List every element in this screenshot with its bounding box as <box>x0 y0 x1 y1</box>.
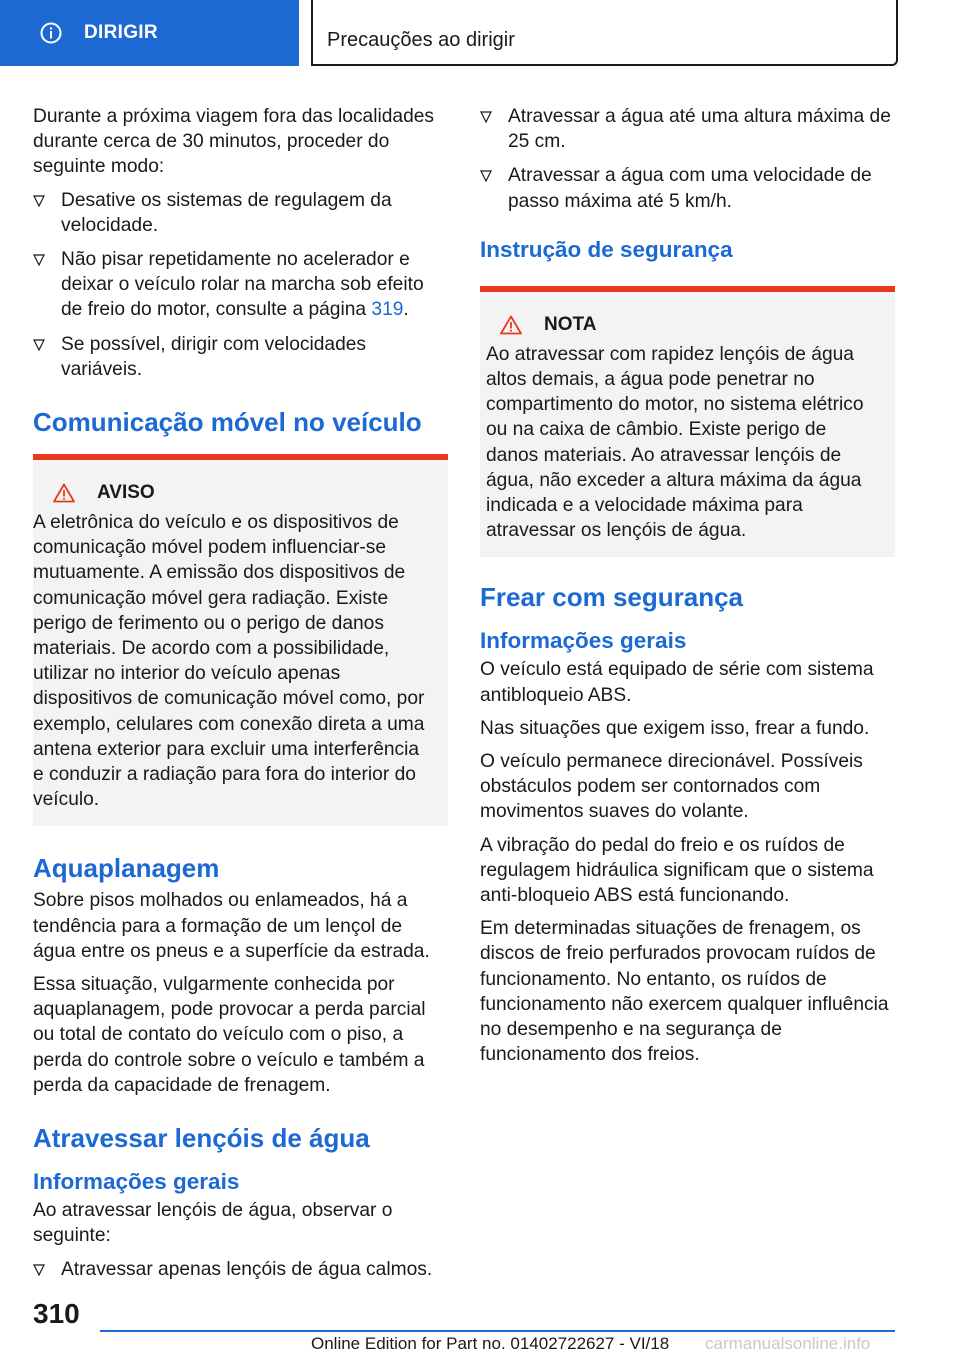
aviso-text: A eletrônica do veículo e os dispositivos de comunicação móvel podem influenciar-se mutuamente. A emissão dos dispositivos de comunicação móvel gera radiação. Existe perigo de ferimento ou o perigo de danos materiais. De acordo com a possibilidade, utilizar no interior do veículo apenas dispositivos de comunicação móvel como, por exemplo, celulares com conexão direta a uma antena exterior para excluir uma interferência e conduzir a radiação para fora do interior do veículo. <box>33 512 425 811</box>
triangle-bullet-icon <box>33 195 45 207</box>
nota-box <box>480 286 895 558</box>
list-item <box>480 163 895 213</box>
aviso-box <box>33 454 448 826</box>
header-section-label: DIRIGIR <box>84 22 158 43</box>
triangle-bullet-icon <box>480 111 492 123</box>
section-title-seguranca: Instrução de segurança <box>480 236 733 262</box>
list-item <box>33 1257 448 1282</box>
list-item-text: Atravessar apenas lençóis de água calmos. <box>61 1258 433 1280</box>
page-ref-link[interactable]: 319 <box>371 299 404 321</box>
footer-divider <box>100 1330 895 1332</box>
list-item <box>33 332 448 382</box>
intro-paragraph: Durante a próxima viagem fora das localidades durante cerca de 30 minutos, proceder do seguinte modo: <box>33 106 435 178</box>
list-item-text: Atravessar a água com uma velocidade de passo máxima até 5 km/h. <box>508 165 872 212</box>
list-item-text: Atravessar a água até uma altura máxima de 25 cm. <box>508 106 891 153</box>
section-title-frear: Frear com segurança <box>480 582 744 613</box>
section-title-aquaplanagem: Aquaplanagem <box>33 853 220 884</box>
footer-edition: Online Edition for Part no. 01402722627 - VI/18 <box>311 1334 670 1353</box>
intro-list <box>33 188 448 382</box>
section-title-atravessar: Atravessar lençóis de água <box>33 1123 370 1154</box>
agua-intro: Ao atravessar lençóis de água, observar o seguinte: <box>33 1200 393 1247</box>
frear-paragraph-3: O veículo permanece direcionável. Possíveis obstáculos podem ser contornados com movimentos suaves do volante. <box>480 751 863 823</box>
list-item-text: Se possível, dirigir com velocidades variáveis. <box>61 333 367 380</box>
warning-triangle-icon <box>500 315 522 335</box>
nota-header <box>500 314 881 336</box>
subsection-title-informacoes: Informações gerais <box>33 1169 240 1195</box>
page-header <box>0 0 960 66</box>
list-item-text: Desative os sistemas de regulagem da velocidade. <box>61 189 392 236</box>
triangle-bullet-icon <box>480 170 492 182</box>
list-item <box>480 104 895 154</box>
list-item-text: Não pisar repetidamente no acelerador e deixar o veículo rolar na marcha sob efeito de freio do motor, consulte a página <box>61 249 424 321</box>
footer-watermark: carmanualsonline.info <box>705 1334 871 1353</box>
subsection-title-informacoes-2: Informações gerais <box>480 628 687 654</box>
info-icon <box>40 22 62 44</box>
aqua-paragraph-1: Sobre pisos molhados ou enlameados, há a tendência para a formação de um lençol de água entre os pneus e a superfície da estrada. <box>33 890 430 962</box>
aqua-paragraph-2: Essa situação, vulgarmente conhecida por aquaplanagem, pode provocar a perda parcial ou total de contato do veículo com o piso, a perda do controle sobre o veículo e também a perda da capacidade de frenagem. <box>33 974 426 1096</box>
page-number: 310 <box>33 1298 80 1329</box>
nota-text: Ao atravessar com rapidez lençóis de água altos demais, a água pode penetrar no compartimento do motor, no sistema elétrico ou na caixa de câmbio. Existe perigo de danos materiais. Ao atravessar lençóis de água, não exceder a altura máxima da água indicada e a velocidade máxima para atravessar os lençóis de água. <box>486 343 864 542</box>
right-column <box>480 104 895 1075</box>
frear-paragraph-4: A vibração do pedal do freio e os ruídos de regulagem hidráulica significam que o sistema anti-bloqueio ABS está funcionando. <box>480 834 874 907</box>
triangle-bullet-icon <box>33 254 45 266</box>
frear-paragraph-5: Em determinadas situações de frenagem, os discos de freio perfurados provocam ruídos de funcionamento. No entanto, os ruídos de funcionamento não exercem qualquer influência no desempenho e na segurança de funcionamento dos freios. <box>480 918 889 1066</box>
header-section-tab <box>0 0 299 66</box>
section-title-comunicacao: Comunicação móvel no veículo <box>33 407 422 438</box>
left-column <box>33 104 448 1291</box>
header-title-box <box>311 0 898 66</box>
agua-list-cont <box>480 104 895 214</box>
warning-triangle-icon <box>53 483 75 503</box>
triangle-bullet-icon <box>33 1264 45 1276</box>
header-title: Precauções ao dirigir <box>327 29 515 51</box>
aviso-label: AVISO <box>97 482 155 504</box>
list-item: Não pisar repetidamente no acelerador e deixar o veículo rolar na marcha sob efeito de freio do motor, consulte a página 319. <box>33 247 448 323</box>
triangle-bullet-icon <box>33 339 45 351</box>
frear-paragraph-1: O veículo está equipado de série com sistema antibloqueio ABS. <box>480 659 874 706</box>
aviso-header <box>53 482 434 504</box>
frear-paragraph-2: Nas situações que exigem isso, frear a fundo. <box>480 717 870 739</box>
agua-list <box>33 1257 448 1282</box>
nota-label: NOTA <box>544 313 597 335</box>
list-item <box>33 188 448 238</box>
